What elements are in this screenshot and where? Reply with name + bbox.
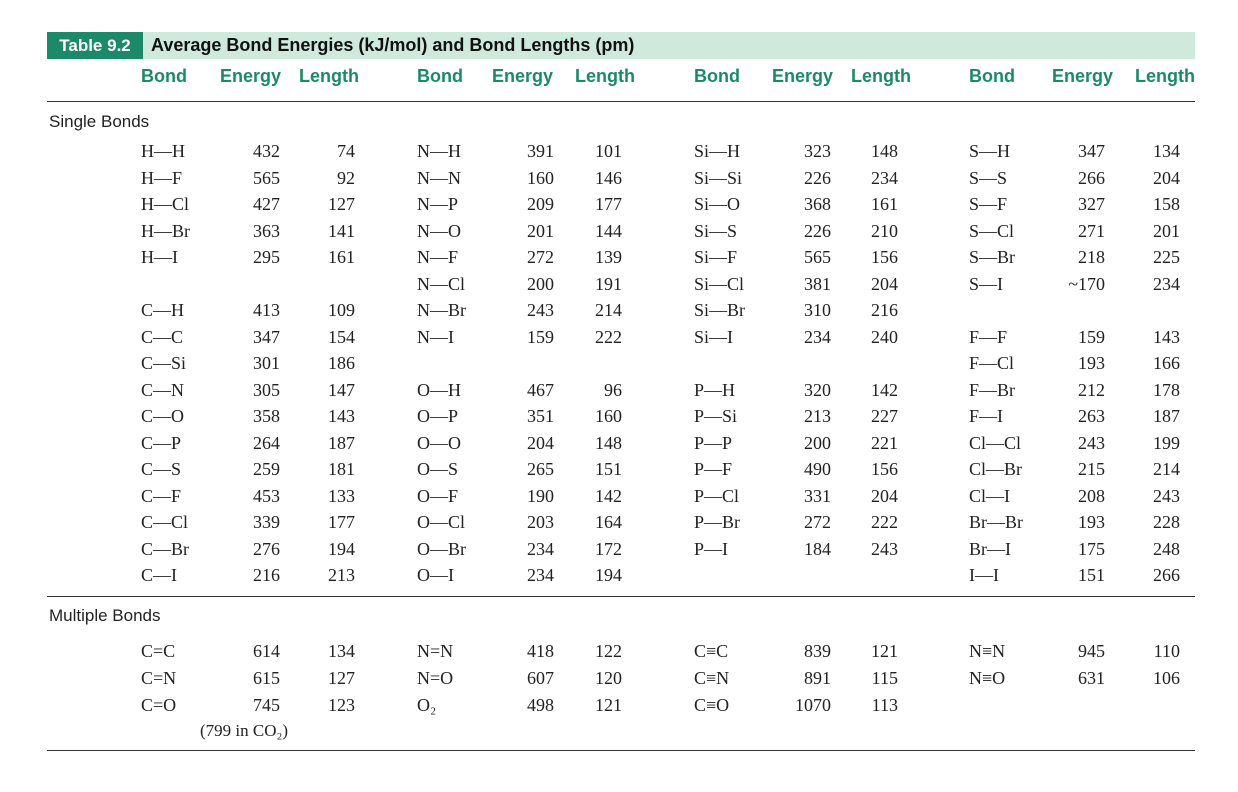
bond-length: 109 [328, 300, 355, 320]
bond-energy: 358 [253, 406, 280, 426]
bond-energy: 467 [527, 379, 554, 400]
bond-length: 127 [328, 668, 355, 688]
bond-label: P—F [694, 459, 733, 479]
bond-energy: 216 [253, 565, 280, 585]
bond-length: 148 [871, 141, 898, 161]
bond-label: Cl—I [969, 485, 1011, 506]
bond-energy: 276 [253, 538, 280, 559]
bond-energy: 151 [1078, 565, 1105, 585]
column-header-bond: Bond [417, 66, 463, 86]
bond-label: C—Si [141, 353, 187, 373]
bond-length: 214 [595, 300, 622, 320]
bond-length: 225 [1153, 247, 1180, 267]
bond-energy: 945 [1078, 641, 1105, 661]
bond-label: C≡O [694, 695, 730, 715]
bond-energy: 565 [253, 167, 280, 188]
bond-energy: 310 [804, 300, 831, 320]
bond-length: 222 [595, 326, 622, 347]
bond-length: 113 [871, 695, 898, 715]
bond-label: O—O [417, 432, 461, 453]
bond-label: C—H [141, 300, 185, 320]
column-header-energy: Energy [220, 66, 282, 86]
bond-length: 122 [595, 641, 622, 661]
bond-energy: 234 [804, 326, 831, 347]
table-title: Average Bond Energies (kJ/mol) and Bond Lengths (pm) [151, 35, 635, 55]
bond-label: C≡C [694, 641, 729, 661]
bond-label: P—Br [694, 512, 741, 532]
bond-length: 164 [595, 512, 622, 532]
bond-energy: 413 [253, 300, 280, 320]
bond-label: C=O [141, 695, 177, 715]
bond-energy: 213 [804, 406, 831, 426]
bond-length: 96 [604, 379, 622, 400]
bond-label: S—Br [969, 247, 1016, 267]
bond-energy: 891 [804, 668, 831, 688]
bond-length: 127 [328, 194, 355, 214]
bond-label: C—P [141, 432, 182, 453]
bond-length: 243 [871, 538, 898, 559]
bond-length: 120 [595, 668, 622, 688]
bond-energy: 490 [804, 459, 831, 479]
bond-energy: 272 [527, 247, 554, 267]
bond-energy: 200 [804, 432, 831, 453]
bond-energy: 839 [804, 641, 831, 661]
bond-label: N≡O [969, 668, 1006, 688]
column-header-energy: Energy [772, 66, 834, 86]
bond-energy: 226 [804, 167, 831, 188]
bond-length: 172 [595, 538, 622, 559]
bond-length: 123 [328, 695, 355, 715]
bond-label: C—S [141, 459, 182, 479]
bond-label: C—O [141, 406, 185, 426]
bond-label: S—F [969, 194, 1008, 214]
bond-energy: 204 [527, 432, 554, 453]
bond-energy: 305 [253, 379, 280, 400]
bond-length: 121 [871, 641, 898, 661]
bond-energy: 432 [253, 141, 280, 161]
bond-length: 228 [1153, 512, 1180, 532]
bond-label: H—H [141, 141, 185, 161]
bond-length: 177 [595, 194, 622, 214]
bond-energy: 218 [1078, 247, 1105, 267]
bond-label: Si—S [694, 220, 738, 241]
bond-length: 234 [1153, 273, 1180, 294]
bond-label: Si—O [694, 194, 741, 214]
bond-energy: 498 [527, 695, 554, 715]
bond-label: N=N [417, 641, 454, 661]
bond-label: C—F [141, 485, 182, 506]
bond-label: P—Cl [694, 485, 740, 506]
bond-length: 191 [595, 273, 622, 294]
bond-energy: 339 [253, 512, 280, 532]
bond-label: C—Cl [141, 512, 189, 532]
bond-length: 121 [595, 695, 622, 715]
bond-label: O—Cl [417, 512, 466, 532]
bond-label: F—Br [969, 379, 1016, 400]
bond-label: C—N [141, 379, 185, 400]
bond-length: 161 [328, 247, 355, 267]
bond-label: S—Cl [969, 220, 1015, 241]
bond-label: F—Cl [969, 353, 1015, 373]
bond-energy: 351 [527, 406, 554, 426]
bond-label: I—I [969, 565, 999, 585]
bond-energy: 323 [804, 141, 831, 161]
section-rule [47, 596, 1195, 597]
bond-label: O—P [417, 406, 459, 426]
bond-energy: 631 [1078, 668, 1105, 688]
bond-energy: 264 [253, 432, 280, 453]
bond-energy: 271 [1078, 220, 1105, 241]
bond-energy: 200 [527, 273, 554, 294]
bond-energy: 327 [1078, 194, 1105, 214]
bond-length: 158 [1153, 194, 1180, 214]
bond-length: 101 [595, 141, 622, 161]
column-header-energy: Energy [492, 66, 554, 86]
bond-energy: 1070 [795, 695, 831, 715]
bond-length: 154 [328, 326, 355, 347]
bond-label: O—I [417, 565, 454, 585]
column-header-length: Length [299, 66, 359, 86]
bond-length: 186 [328, 353, 355, 373]
bond-length: 141 [328, 220, 355, 241]
bond-length: 166 [1153, 353, 1180, 373]
table-number: Table 9.2 [47, 32, 143, 59]
bond-label: C≡N [694, 668, 730, 688]
multiple-bonds-heading: Multiple Bonds [49, 606, 161, 625]
bond-energy: 331 [804, 485, 831, 506]
bond-energy: 160 [527, 167, 554, 188]
bond-label: C—C [141, 326, 184, 347]
bond-energy: 203 [527, 512, 554, 532]
bond-energy: 295 [253, 247, 280, 267]
bond-label: N=O [417, 668, 454, 688]
bond-energy: 565 [804, 247, 831, 267]
bond-length: 139 [595, 247, 622, 267]
bond-label: H—Cl [141, 194, 190, 214]
bond-length: 194 [595, 565, 622, 585]
bond-label: S—I [969, 273, 1004, 294]
bond-label: Si—H [694, 141, 741, 161]
bond-label: O—F [417, 485, 459, 506]
bond-length: 204 [871, 273, 898, 294]
bond-energy: 615 [253, 668, 280, 688]
bond-energy: 193 [1078, 512, 1105, 532]
bond-energy: 208 [1078, 485, 1105, 506]
bond-label: O₂ [417, 695, 437, 715]
bond-energy: ~170 [1068, 273, 1105, 294]
bond-label: C=C [141, 641, 176, 661]
bond-label: N—Cl [417, 273, 466, 294]
bond-energy: 193 [1078, 353, 1105, 373]
bond-length: 147 [328, 379, 355, 400]
bond-label: P—I [694, 538, 729, 559]
bond-length: 148 [595, 432, 622, 453]
bond-label: Si—Si [694, 167, 743, 188]
bond-label: O—Br [417, 538, 466, 559]
bond-length: 181 [328, 459, 355, 479]
bond-length: 221 [871, 432, 898, 453]
bond-length: 234 [871, 167, 898, 188]
bond-length: 214 [1153, 459, 1180, 479]
bond-energy: 265 [527, 459, 554, 479]
bond-label: C—Br [141, 538, 190, 559]
bond-energy: 234 [527, 565, 554, 585]
bond-length: 213 [328, 565, 355, 585]
bond-energy: 453 [253, 485, 280, 506]
bond-length: 142 [595, 485, 622, 506]
bond-label: Br—Br [969, 512, 1023, 532]
bond-label: C—I [141, 565, 177, 585]
bond-energy: 190 [527, 485, 554, 506]
bond-label: P—Si [694, 406, 738, 426]
bond-length: 216 [871, 300, 898, 320]
bond-label: Br—I [969, 538, 1011, 559]
bond-length: 187 [328, 432, 355, 453]
bond-energy: 381 [804, 273, 831, 294]
bond-label: C=N [141, 668, 177, 688]
bond-length: 133 [328, 485, 355, 506]
bond-energy: 259 [253, 459, 280, 479]
bond-energy: 368 [804, 194, 831, 214]
bond-length: 222 [871, 512, 898, 532]
bond-length: 156 [871, 247, 898, 267]
bond-length: 160 [595, 406, 622, 426]
bond-label: H—Br [141, 220, 190, 241]
bond-energy: 391 [527, 141, 554, 161]
bond-energy: 159 [1078, 326, 1105, 347]
bond-label: N—F [417, 247, 459, 267]
bottom-rule [47, 750, 1195, 751]
bond-energy: 209 [527, 194, 554, 214]
bond-energy: 745 [253, 695, 280, 715]
table-title-bar [47, 32, 1195, 59]
bond-energy: 266 [1078, 167, 1105, 188]
bond-energy: 263 [1078, 406, 1105, 426]
bond-label: Si—Br [694, 300, 746, 320]
bond-length: 142 [871, 379, 898, 400]
bond-length: 143 [1153, 326, 1180, 347]
bond-label: N—P [417, 194, 459, 214]
bond-length: 115 [871, 668, 898, 688]
bond-energy: 347 [253, 326, 280, 347]
bond-energy: 212 [1078, 379, 1105, 400]
bond-energy: 226 [804, 220, 831, 241]
bond-energy: 614 [253, 641, 280, 661]
column-header-energy: Energy [1052, 66, 1114, 86]
bond-label: S—S [969, 167, 1008, 188]
bond-label: Si—F [694, 247, 738, 267]
bond-length: 92 [337, 167, 355, 188]
bond-label: P—P [694, 432, 733, 453]
bond-label: N—I [417, 326, 454, 347]
bond-length: 143 [328, 406, 355, 426]
bond-energy: 347 [1078, 141, 1105, 161]
bond-length: 110 [1153, 641, 1180, 661]
co2-note: (799 in CO₂) [200, 721, 289, 740]
column-header-bond: Bond [141, 66, 187, 86]
single-bonds-heading: Single Bonds [49, 112, 150, 131]
bond-energy: 320 [804, 379, 831, 400]
bond-energy: 184 [804, 538, 831, 559]
bond-length: 156 [871, 459, 898, 479]
bond-length: 106 [1153, 668, 1180, 688]
bond-label: S—H [969, 141, 1011, 161]
bond-length: 201 [1153, 220, 1180, 241]
bond-label: O—H [417, 379, 461, 400]
bond-label: N—Br [417, 300, 466, 320]
bond-label: N—H [417, 141, 461, 161]
bond-length: 227 [871, 406, 898, 426]
bond-label: F—I [969, 406, 1004, 426]
bond-label: N—O [417, 220, 461, 241]
column-header-length: Length [575, 66, 635, 86]
bond-label: Si—I [694, 326, 734, 347]
column-header-length: Length [1135, 66, 1195, 86]
bond-label: O—S [417, 459, 459, 479]
bond-energy: 201 [527, 220, 554, 241]
bond-length: 266 [1153, 565, 1180, 585]
bond-length: 210 [871, 220, 898, 241]
bond-label: H—F [141, 167, 183, 188]
bond-energy: 243 [527, 300, 554, 320]
bond-length: 204 [1153, 167, 1180, 188]
bond-length: 194 [328, 538, 355, 559]
bond-length: 199 [1153, 432, 1180, 453]
bond-length: 134 [328, 641, 355, 661]
bond-energy: 243 [1078, 432, 1105, 453]
bond-label: Cl—Cl [969, 432, 1022, 453]
bond-label: H—I [141, 247, 178, 267]
bond-energy: 215 [1078, 459, 1105, 479]
bond-length: 161 [871, 194, 898, 214]
bond-length: 204 [871, 485, 898, 506]
bond-label: Si—Cl [694, 273, 745, 294]
bond-length: 240 [871, 326, 898, 347]
column-header-bond: Bond [694, 66, 740, 86]
bond-energy: 175 [1078, 538, 1105, 559]
bond-length: 146 [595, 167, 622, 188]
bond-energy: 272 [804, 512, 831, 532]
bond-label: P—H [694, 379, 736, 400]
bond-length: 144 [595, 220, 622, 241]
bond-length: 74 [337, 141, 355, 161]
bond-energy: 363 [253, 220, 280, 241]
bond-energy: 301 [253, 353, 280, 373]
bond-energy: 607 [527, 668, 554, 688]
bond-length: 178 [1153, 379, 1180, 400]
bond-energy: 159 [527, 326, 554, 347]
bond-length: 177 [328, 512, 355, 532]
bond-length: 187 [1153, 406, 1180, 426]
column-header-length: Length [851, 66, 911, 86]
header-rule [47, 101, 1195, 102]
bond-label: N≡N [969, 641, 1006, 661]
bond-length: 243 [1153, 485, 1180, 506]
bond-energy: 234 [527, 538, 554, 559]
bond-energy: 427 [253, 194, 280, 214]
bond-label: Cl—Br [969, 459, 1023, 479]
bond-length: 248 [1153, 538, 1180, 559]
column-header-bond: Bond [969, 66, 1015, 86]
bond-label: N—N [417, 167, 461, 188]
bond-label: F—F [969, 326, 1008, 347]
bond-length: 151 [595, 459, 622, 479]
bond-length: 134 [1153, 141, 1180, 161]
bond-energy: 418 [527, 641, 554, 661]
